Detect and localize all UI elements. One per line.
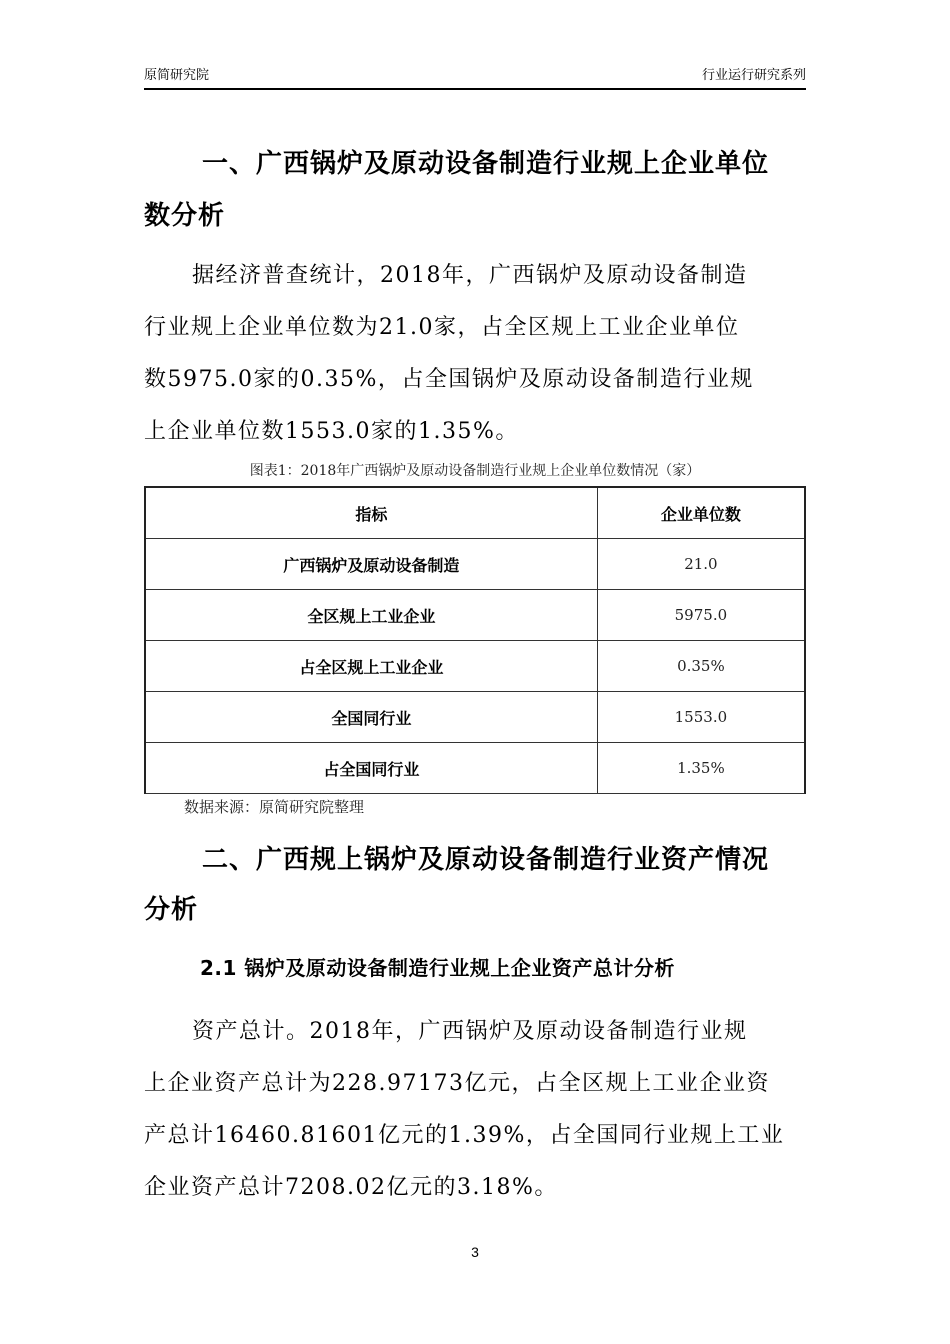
section2-title-line2: 分析 [144, 895, 199, 925]
column-header-indicator: 指标 [145, 487, 597, 539]
table-row [145, 641, 805, 692]
row-value: 1.35% [597, 743, 805, 794]
table1-caption: 图表1：2018年广西锅炉及原动设备制造行业规上企业单位数情况（家） [249, 463, 701, 479]
row-value: 21.0 [597, 539, 805, 590]
paragraph-text: 据经济普查统计，2018年，广西锅炉及原动设备制造 [192, 263, 748, 288]
section1-paragraph-line2: 行业规上企业单位数为21.0家，占全区规上工业企业单位 [144, 315, 740, 340]
page-number: 3 [471, 1244, 479, 1260]
header-org-name: 原简研究院 [144, 68, 210, 83]
section1-paragraph-line1 [144, 250, 806, 302]
subsection-2-1-title: 2.1 锅炉及原动设备制造行业规上企业资产总计分析 [200, 956, 675, 980]
table-row [145, 743, 805, 794]
row-label: 全国同行业 [145, 692, 597, 743]
paragraph-text: 资产总计。2018年，广西锅炉及原动设备制造行业规 [192, 1019, 748, 1044]
row-label: 占全区规上工业企业 [145, 641, 597, 692]
row-value: 1553.0 [597, 692, 805, 743]
section2-title-line1 [144, 834, 806, 886]
column-header-count: 企业单位数 [597, 487, 805, 539]
header-series-name: 行业运行研究系列 [701, 68, 806, 83]
section2-paragraph-line1 [144, 1006, 806, 1058]
table-row [145, 590, 805, 641]
row-value: 0.35% [597, 641, 805, 692]
section1-paragraph-line3: 数5975.0家的0.35%，占全国锅炉及原动设备制造行业规 [144, 367, 754, 392]
section2-title-text: 二、广西规上锅炉及原动设备制造行业资产情况 [202, 845, 770, 875]
table-row [145, 692, 805, 743]
table-row [145, 539, 805, 590]
row-label: 全区规上工业企业 [145, 590, 597, 641]
section2-paragraph-line2: 上企业资产总计为228.97173亿元，占全区规上工业企业资 [144, 1071, 770, 1096]
section2-paragraph-line3: 产总计16460.81601亿元的1.39%，占全国同行业规上工业 [144, 1123, 785, 1148]
row-value: 5975.0 [597, 590, 805, 641]
row-label: 广西锅炉及原动设备制造 [145, 539, 597, 590]
section1-title-text: 一、广西锅炉及原动设备制造行业规上企业单位 [202, 149, 770, 179]
page-header [144, 66, 806, 90]
section1-paragraph-line4: 上企业单位数1553.0家的1.35%。 [144, 419, 519, 444]
row-label: 占全国同行业 [145, 743, 597, 794]
table-header-row [145, 487, 805, 539]
section1-title-line2: 数分析 [144, 201, 226, 231]
section1-title-line1 [144, 138, 806, 190]
table1-source-note: 数据来源：原简研究院整理 [184, 798, 365, 816]
enterprise-count-table [144, 486, 806, 794]
section2-paragraph-line4: 企业资产总计7208.02亿元的3.18%。 [144, 1175, 558, 1200]
